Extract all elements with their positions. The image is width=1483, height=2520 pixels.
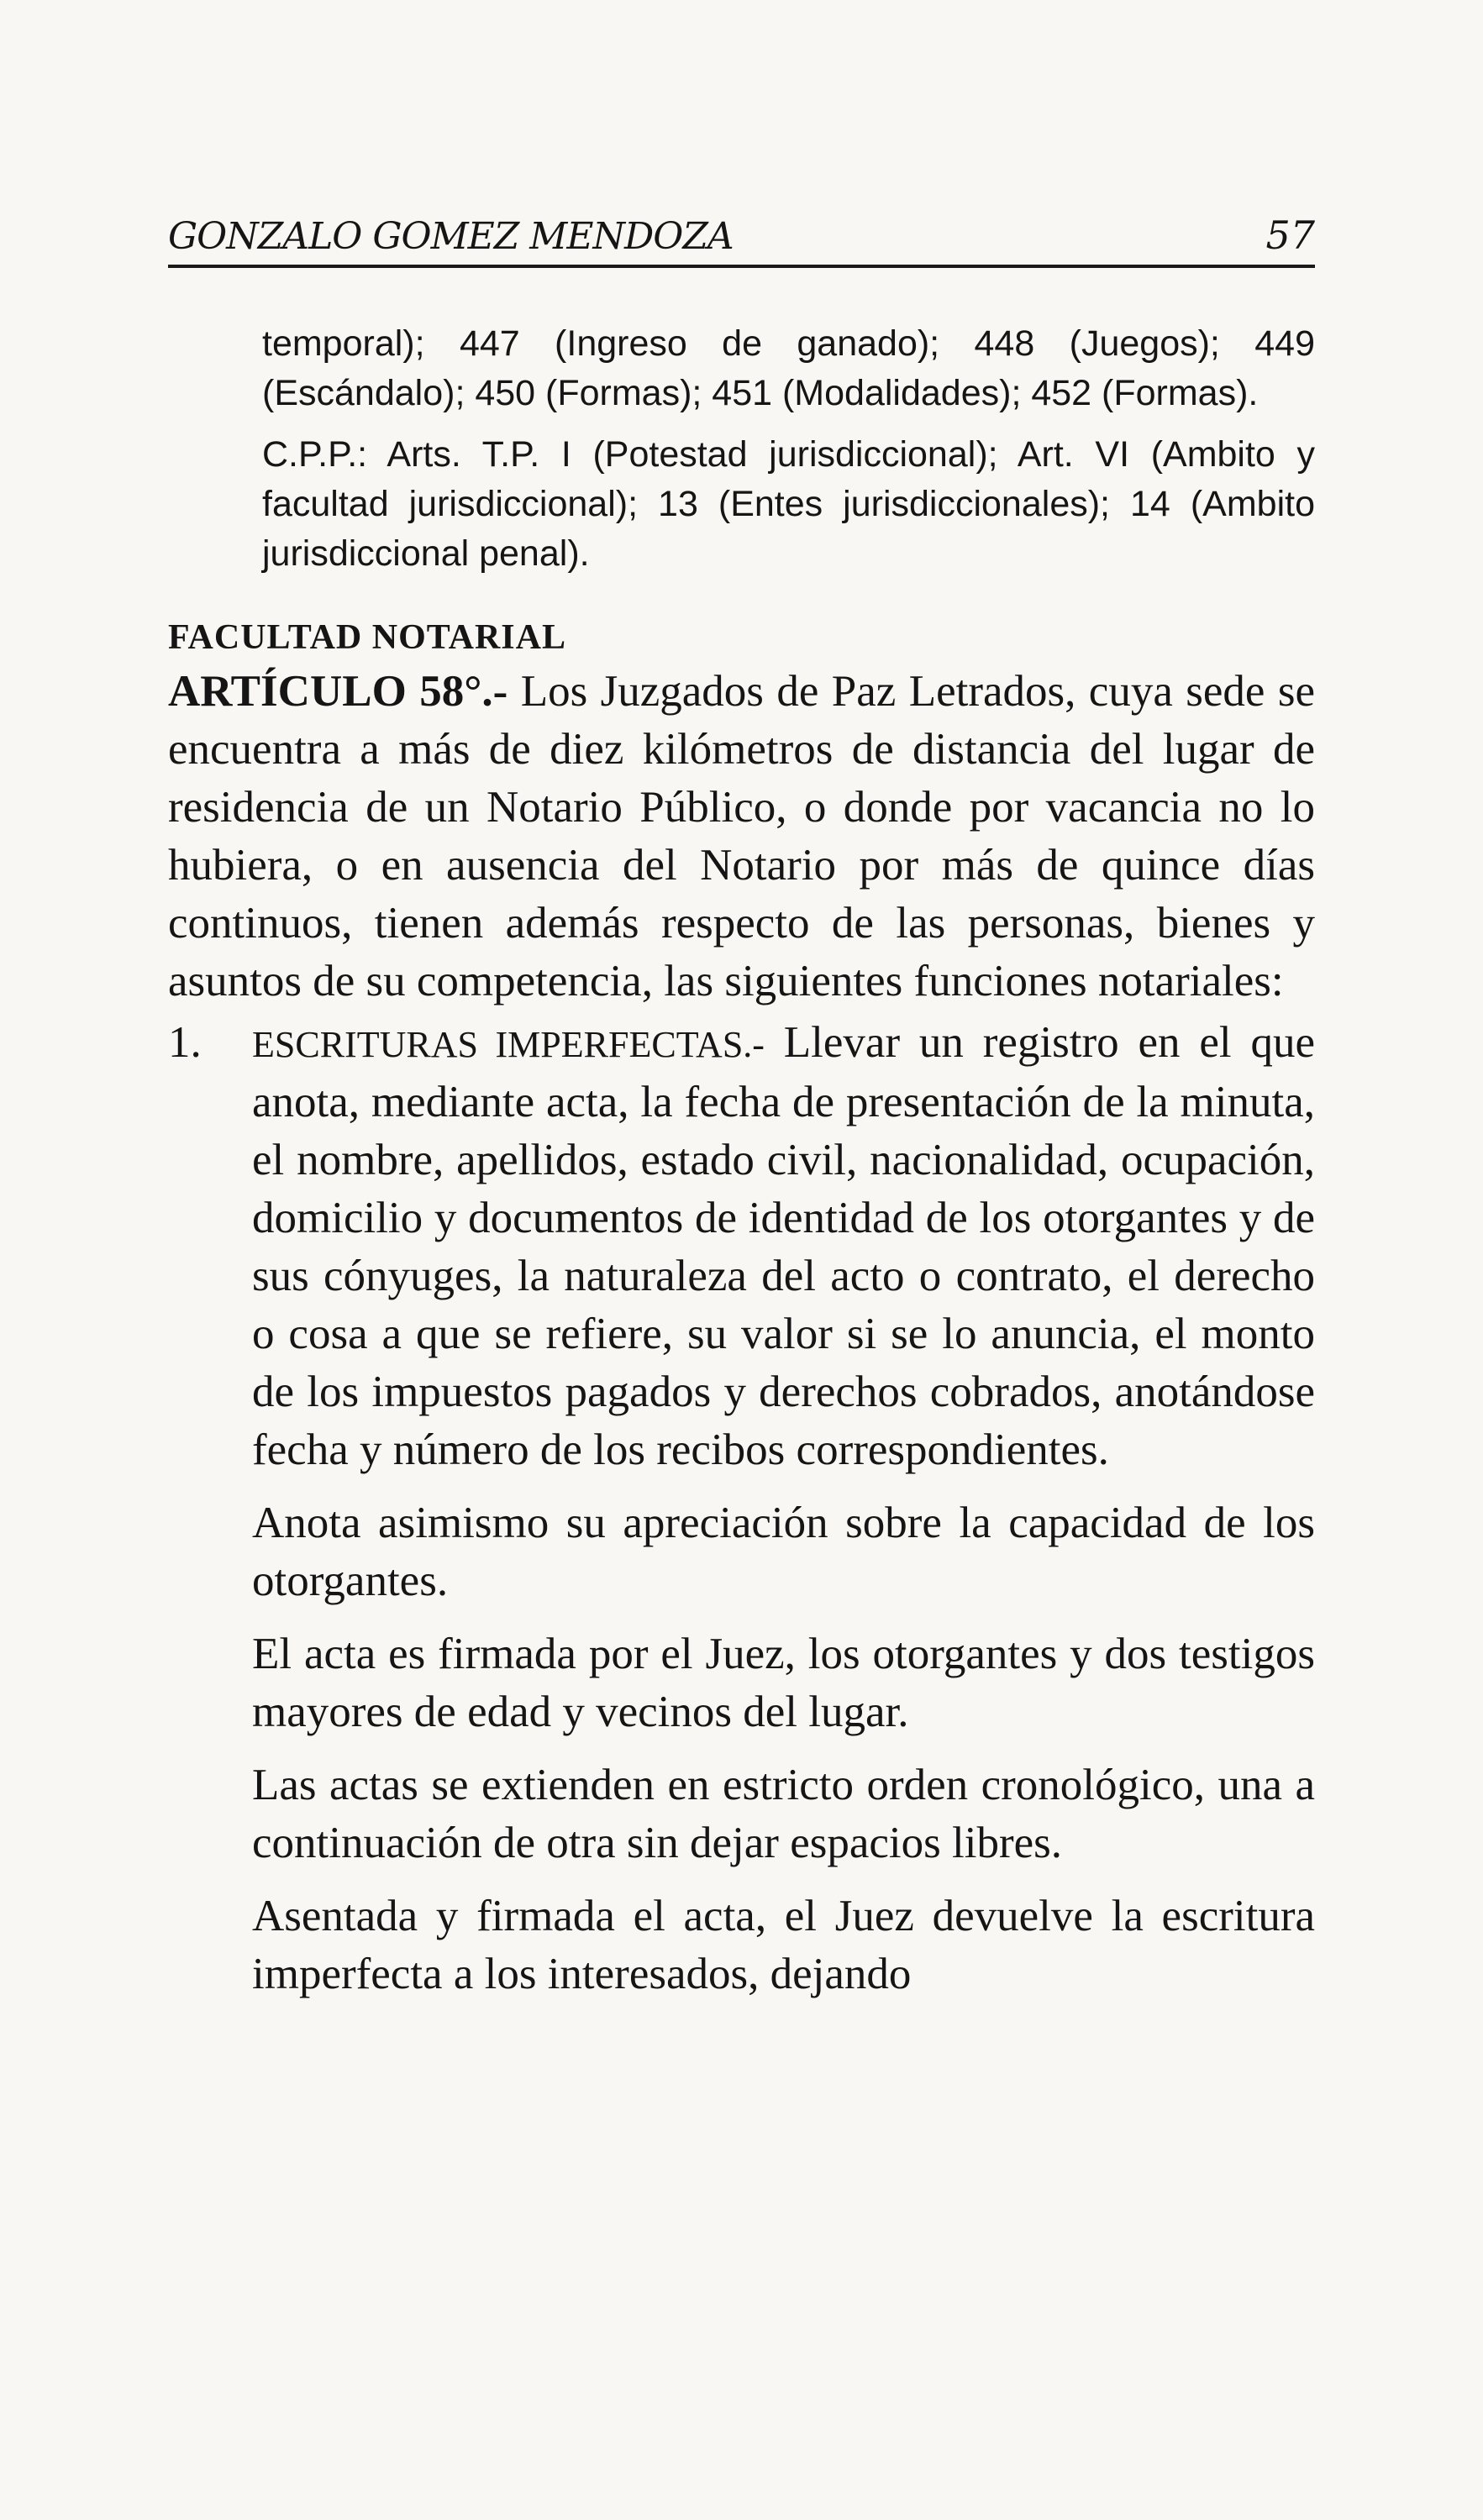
list-item-paragraph: El acta es firmada por el Juez, los otorgantes y dos testigos mayores de edad y vecinos del lugar. [252, 1630, 1315, 1736]
article-text: Los Juzgados de Paz Letrados, cuya sede se encuentra a más de diez kilómetros de distancia del lugar de residencia de un Notario Público, o donde por vacancia no lo hubiera, o en ausencia del Notario por más de quince días continuos, tienen además respecto de las personas, bienes y asuntos de su competencia, las siguientes funciones notariales: [168, 667, 1315, 1005]
page-content [168, 319, 1315, 2003]
cross-references [262, 319, 1315, 579]
reference-paragraph: temporal); 447 (Ingreso de ganado); 448 (Juegos); 449 (Escándalo); 450 (Formas); 451 (Modalidades); 452 (Formas). [262, 323, 1315, 413]
list-item-first-paragraph [252, 1014, 1315, 1479]
article-paragraph [168, 663, 1315, 1011]
list-item [168, 1014, 1315, 2003]
article-label: ARTÍCULO 58°.- [168, 667, 508, 716]
list-item-title: ESCRITURAS IMPERFECTAS.- [252, 1024, 765, 1065]
author-name: GONZALO GOMEZ MENDOZA [168, 215, 734, 258]
list-item-paragraph: Asentada y firmada el acta, el Juez devuelve la escritura imperfecta a los interesados, dejando [252, 1892, 1315, 1998]
section-title: FACULTAD NOTARIAL [168, 618, 566, 657]
list-item-text: Llevar un registro en el que anota, mediante acta, la fecha de presentación de la minuta, el nombre, apellidos, estado civil, nacionalidad, ocupación, domicilio y documentos de identidad de los otorgantes y de sus cónyuges, la naturaleza del acto o contrato, el derecho o cosa a que se refiere, su valor si se lo anuncia, el monto de los impuestos pagados y derechos cobrados, anotándose fecha y número de los recibos correspondientes. [252, 1018, 1315, 1474]
list-item-paragraph: Las actas se extienden en estricto orden cronológico, una a continuación de otra sin dejar espacios libres. [252, 1761, 1315, 1867]
running-header [168, 214, 1315, 268]
reference-paragraph: C.P.P.: Arts. T.P. I (Potestad jurisdiccional); Art. VI (Ambito y facultad jurisdiccional); 13 (Entes jurisdiccionales); 14 (Ambito jurisdiccional penal). [262, 434, 1315, 574]
page-number: 57 [1265, 213, 1315, 258]
list-item-paragraph: Anota asimismo su apreciación sobre la capacidad de los otorgantes. [252, 1499, 1315, 1605]
list-item-number: 1. [168, 1018, 202, 1067]
